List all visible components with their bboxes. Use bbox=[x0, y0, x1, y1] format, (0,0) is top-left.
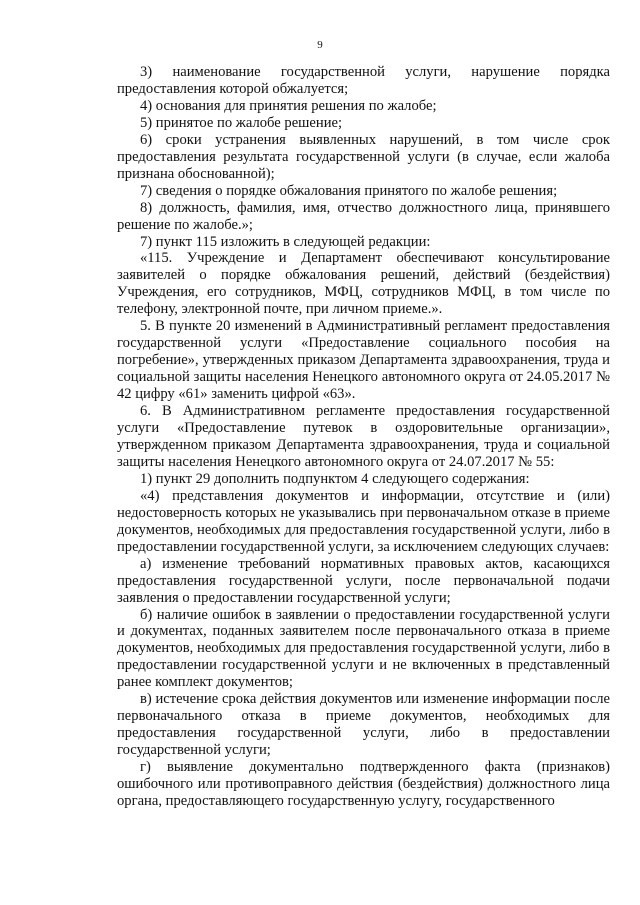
paragraph-section-5: 5. В пункте 20 изменений в Административный регламент предоставления государственной услуги «Предоставление социального пособия на погребение», утвержденных приказом Департамента здравоохранения, труда и социальной защиты населения Ненецкого автономного округа от 24.05.2017 № 42 цифру «61» заменить цифрой «63». bbox=[117, 318, 610, 403]
paragraph-case-g: г) выявление документально подтвержденного факта (признаков) ошибочного или противоправного действия (бездействия) должностного лица органа, предоставляющего государственную услугу, государственного bbox=[117, 759, 610, 809]
page-number: 9 bbox=[317, 39, 323, 51]
paragraph-case-a: а) изменение требований нормативных правовых актов, касающихся предоставления государственной услуги, после первоначальной подачи заявления о предоставлении государственной услуги; bbox=[117, 555, 610, 606]
paragraph-item-8: 8) должность, фамилия, имя, отчество должностного лица, принявшего решение по жалобе.»; bbox=[117, 199, 610, 233]
paragraph-point-115-intro: 7) пункт 115 изложить в следующей редакции: bbox=[140, 233, 431, 250]
paragraph-subpoint-4: «4) представления документов и информации, отсутствие и (или) недостоверность которых не указывались при первоначальном отказе в приеме документов, необходимых для предоставления государственной услуги, либо в предоставлении государственной услуги, за исключением следующих случаев: bbox=[117, 487, 610, 555]
paragraph-point-29-intro: 1) пункт 29 дополнить подпунктом 4 следующего содержания: bbox=[140, 470, 530, 487]
document-body bbox=[117, 64, 610, 810]
paragraph-point-115-text: «115. Учреждение и Департамент обеспечивают консультирование заявителей о порядке обжалования решений, действий (бездействия) Учреждения, его сотрудников, МФЦ, сотрудников МФЦ, в том числе по телефону, электронной почте, при личном приеме.». bbox=[117, 250, 610, 318]
paragraph-item-6: 6) сроки устранения выявленных нарушений, в том числе срок предоставления результата государственной услуги (в случае, если жалоба признана обоснованной); bbox=[117, 131, 610, 182]
paragraph-case-v: в) истечение срока действия документов или изменение информации после первоначального отказа в приеме документов, необходимых для предоставления государственной услуги, либо в предоставлении государственной услуги; bbox=[117, 691, 610, 759]
paragraph-item-4: 4) основания для принятия решения по жалобе; bbox=[140, 97, 437, 114]
paragraph-item-3: 3) наименование государственной услуги, нарушение порядка предоставления которой обжалуется; bbox=[117, 64, 610, 97]
paragraph-section-6: 6. В Административном регламенте предоставления государственной услуги «Предоставление путевок в оздоровительные организации», утвержденном приказом Департамента здравоохранения, труда и социальной защиты населения Ненецкого автономного округа от 24.07.2017 № 55: bbox=[117, 403, 610, 470]
paragraph-case-b: б) наличие ошибок в заявлении о предоставлении государственной услуги и документах, поданных заявителем после первоначального отказа в приеме документов, необходимых для предоставления государственной услуги, либо в предоставлении государственной услуги и не включенных в представленный ранее комплект документов; bbox=[117, 606, 610, 691]
paragraph-item-7: 7) сведения о порядке обжалования принятого по жалобе решения; bbox=[140, 182, 558, 199]
paragraph-item-5: 5) принятое по жалобе решение; bbox=[140, 114, 343, 131]
